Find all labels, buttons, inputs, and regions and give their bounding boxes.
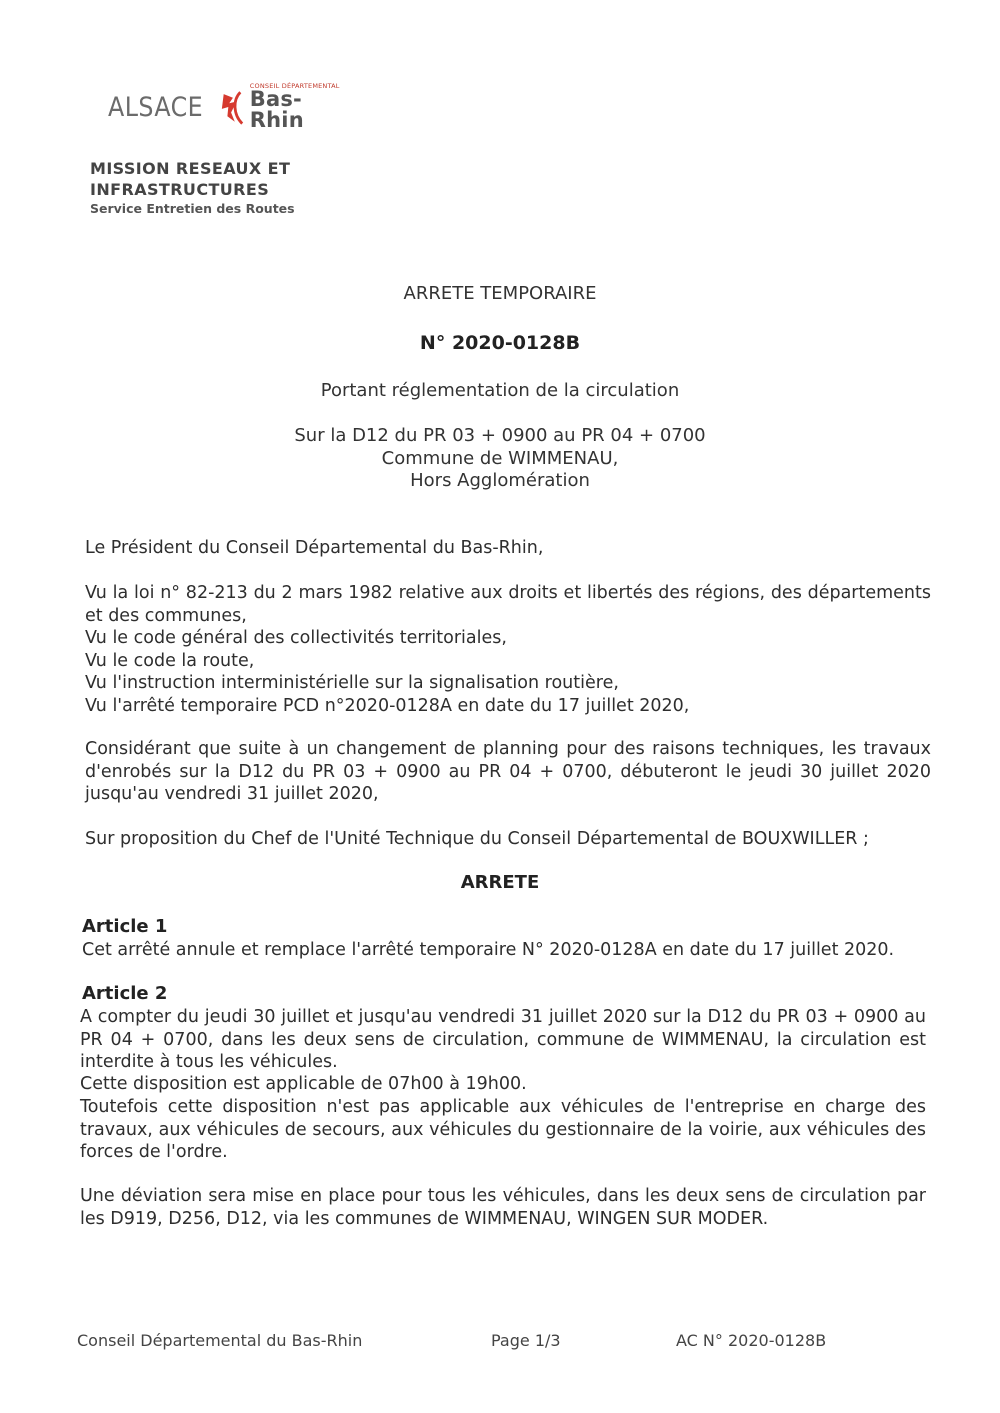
- service-line-2: INFRASTRUCTURES: [90, 180, 270, 199]
- vu-item: Vu la loi n° 82-213 du 2 mars 1982 relative aux droits et libertés des régions, des départements et des communes,: [85, 583, 931, 626]
- considerant-paragraph: Considérant que suite à un changement de planning pour des raisons techniques, les travaux d'enrobés sur la D12 du PR 03 + 0900 au PR 04 + 0700, débuteront le jeudi 30 juillet 2020 jusqu'au vendredi 31 juillet 2020,: [85, 739, 931, 804]
- logo-mark-icon: [220, 87, 248, 127]
- document-type: ARRETE TEMPORAIRE: [403, 283, 597, 304]
- article-2-paragraph-4: Une déviation sera mise en place pour tous les véhicules, dans les deux sens de circulation par les D919, D256, D12, via les communes de WIMMENAU, WINGEN SUR MODER.: [80, 1186, 926, 1229]
- proposition-paragraph: Sur proposition du Chef de l'Unité Technique du Conseil Départemental de BOUXWILLER ;: [85, 829, 869, 849]
- footer-left: Conseil Départemental du Bas-Rhin: [77, 1331, 363, 1350]
- service-subtitle: Service Entretien des Routes: [90, 201, 295, 216]
- vu-item: Vu l'instruction interministérielle sur la signalisation routière,: [85, 673, 619, 693]
- service-header: [90, 158, 295, 218]
- alsace-bas-rhin-logo: [108, 78, 348, 136]
- footer-reference: AC N° 2020-0128B: [676, 1331, 827, 1350]
- document-number: N° 2020-0128B: [419, 332, 581, 354]
- article-2-paragraph-2: Cette disposition est applicable de 07h00 à 19h00.: [80, 1074, 527, 1094]
- service-line-1: MISSION RESEAUX ET: [90, 159, 291, 178]
- logo-conseil-text: CONSEIL DÉPARTEMENTAL: [249, 81, 340, 90]
- vu-item: Vu l'arrêté temporaire PCD n°2020-0128A en date du 17 juillet 2020,: [85, 695, 690, 716]
- arrete-heading: ARRETE: [460, 872, 540, 893]
- location-line-1: Sur la D12 du PR 03 + 0900 au PR 04 + 0700: [294, 425, 706, 446]
- document-object: Portant réglementation de la circulation: [320, 380, 680, 401]
- article-2-paragraph-1: A compter du jeudi 30 juillet et jusqu'au vendredi 31 juillet 2020 sur la D12 du PR 03 + 0900 au PR 04 + 0700, dans les deux sens de circulation, commune de WIMMENAU, la circulation est interdite à tous les véhicules.: [80, 1007, 926, 1072]
- logo-right-block: [250, 83, 348, 132]
- footer-page-number: Page 1/3: [491, 1331, 561, 1350]
- president-line: Le Président du Conseil Départemental du Bas-Rhin,: [85, 538, 544, 558]
- vu-list: [85, 582, 931, 717]
- article-2-title: Article 2: [82, 983, 168, 1004]
- article-2-paragraph-3: Toutefois cette disposition n'est pas applicable aux véhicules de l'entreprise en charge des travaux, aux véhicules de secours, aux véhicules du gestionnaire de la voirie, aux véhicules des forces de l'ordre.: [80, 1097, 926, 1162]
- vu-item: Vu le code général des collectivités territoriales,: [85, 628, 507, 648]
- location-line-2: Commune de WIMMENAU,: [381, 448, 619, 469]
- article-1-text: Cet arrêté annule et remplace l'arrêté temporaire N° 2020-0128A en date du 17 juillet 2020.: [82, 940, 895, 960]
- logo-basrhin-text: Bas-Rhin: [249, 87, 304, 133]
- article-1-title: Article 1: [82, 916, 168, 937]
- logo-alsace-text: ALSACE: [108, 91, 204, 123]
- location-line-3: Hors Agglomération: [410, 470, 590, 491]
- vu-item: Vu le code la route,: [85, 650, 255, 671]
